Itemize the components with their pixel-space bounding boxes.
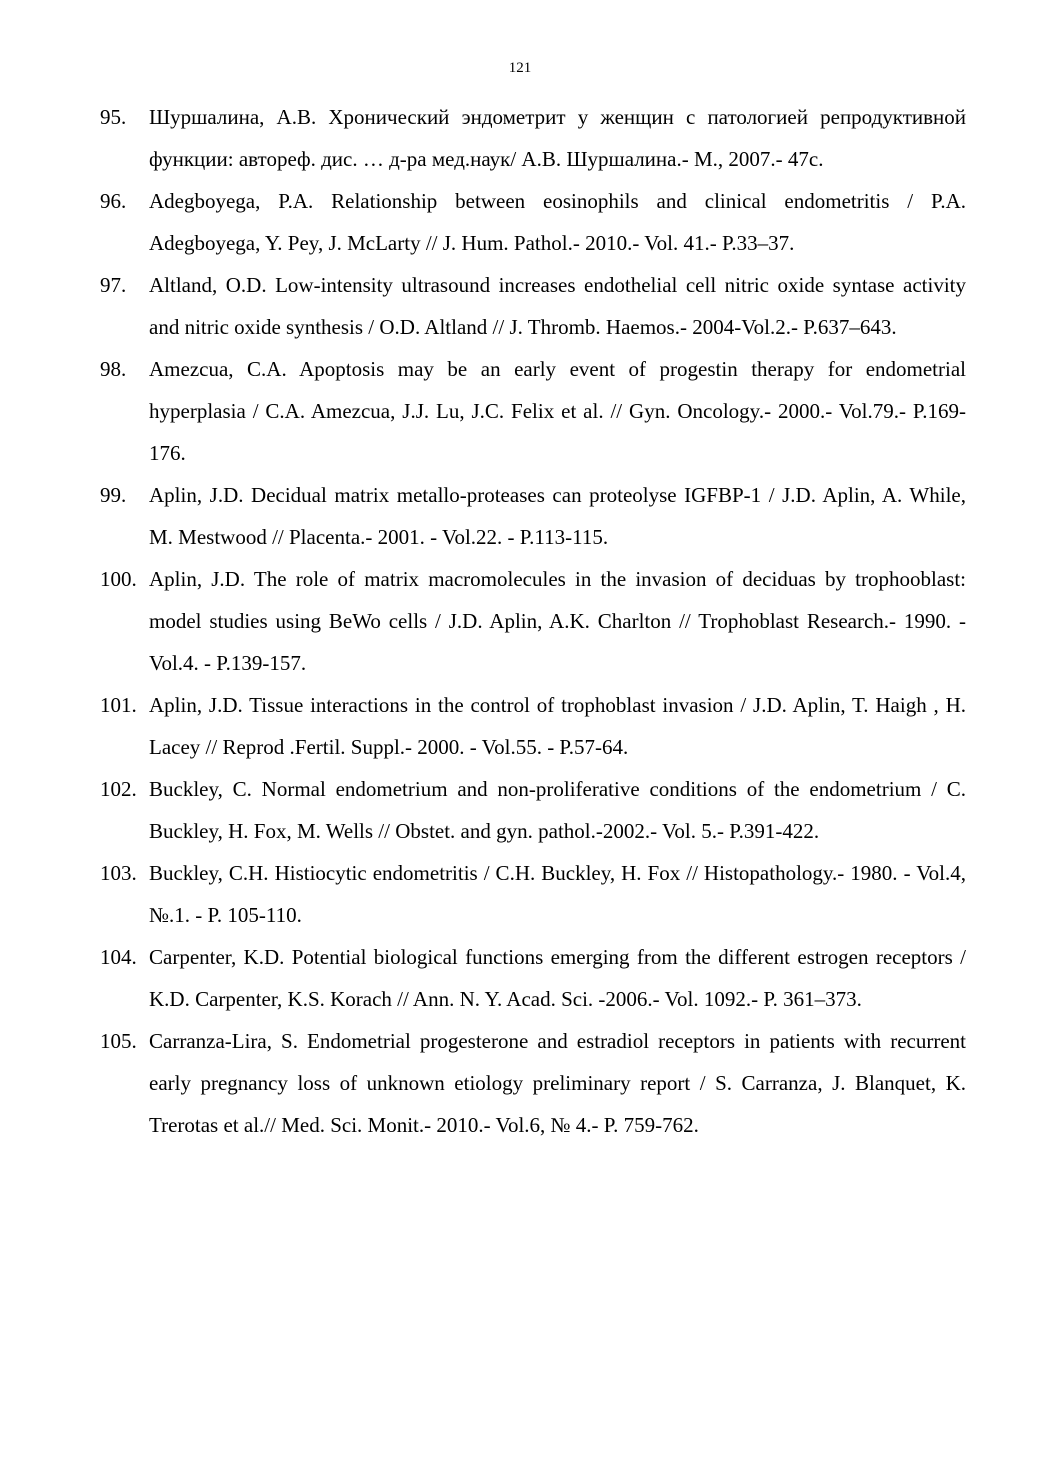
reference-text: Aplin, J.D. Tissue interactions in the control of trophoblast invasion / J.D. Aplin, T. Haigh , H. Lacey // Reprod .Fertil. Suppl.- 2000. - Vol.55. - P.57-64. [149, 693, 966, 759]
reference-text: Buckley, C.H. Histiocytic endometritis / C.H. Buckley, H. Fox // Histopathology.- 1980. - Vol.4, №.1. - P. 105-110. [149, 861, 966, 927]
reference-item [100, 348, 966, 474]
reference-text: Carpenter, K.D. Potential biological functions emerging from the different estrogen receptors / K.D. Carpenter, K.S. Korach // Ann. N. Y. Acad. Sci. -2006.- Vol. 1092.- P. 361–373. [149, 945, 966, 1011]
reference-number: 101. [100, 693, 137, 717]
reference-list [100, 96, 966, 1146]
reference-item [100, 768, 966, 852]
reference-text: Aplin, J.D. The role of matrix macromolecules in the invasion of deciduas by trophooblast: model studies using BeWo cells / J.D. Aplin, A.K. Charlton // Trophoblast Research.- 1990. - Vol.4. - P.139-157. [149, 567, 966, 675]
reference-text: Adegboyega, P.A. Relationship between eosinophils and clinical endometritis / P.A. Adegboyega, Y. Pey, J. McLarty // J. Hum. Pathol.- 2010.- Vol. 41.- P.33–37. [149, 189, 966, 255]
reference-item [100, 264, 966, 348]
reference-number: 95. [100, 105, 127, 129]
reference-number: 96. [100, 189, 127, 213]
reference-number: 105. [100, 1029, 137, 1053]
page-number: 121 [508, 60, 532, 76]
reference-item [100, 684, 966, 768]
reference-item [100, 474, 966, 558]
reference-number: 99. [100, 483, 127, 507]
reference-text: Altland, O.D. Low-intensity ultrasound increases endothelial cell nitric oxide syntase activity and nitric oxide synthesis / O.D. Altland // J. Thromb. Haemos.- 2004-Vol.2.- P.637–643. [149, 273, 966, 339]
reference-text: Amezcua, C.A. Apoptosis may be an early event of progestin therapy for endometrial hyperplasia / C.A. Amezcua, J.J. Lu, J.C. Felix et al. // Gyn. Oncology.- 2000.- Vol.79.- P.169-176. [149, 357, 966, 465]
reference-item [100, 96, 966, 180]
reference-number: 98. [100, 357, 127, 381]
reference-text: Carranza-Lira, S. Endometrial progesterone and estradiol receptors in patients with recurrent early pregnancy loss of unknown etiology preliminary report / S. Carranza, J. Blanquet, K. Trerotas et al.// Med. Sci. Monit.- 2010.- Vol.6, № 4.- P. 759-762. [149, 1029, 966, 1137]
reference-text: Шуршалина, А.В. Хронический эндометрит у женщин с патологией репродуктивной функции: автореф. дис. … д-ра мед.наук/ А.В. Шуршалина.- М., 2007.- 47с. [149, 105, 966, 171]
reference-text: Aplin, J.D. Decidual matrix metallo-proteases can proteolyse IGFBP-1 / J.D. Aplin, A. While, M. Mestwood // Placenta.- 2001. - Vol.22. - P.113-115. [149, 483, 966, 549]
reference-number: 102. [100, 777, 137, 801]
reference-number: 103. [100, 861, 137, 885]
reference-item [100, 558, 966, 684]
reference-number: 97. [100, 273, 127, 297]
reference-item [100, 936, 966, 1020]
reference-item [100, 1020, 966, 1146]
reference-number: 100. [100, 567, 137, 591]
reference-text: Buckley, C. Normal endometrium and non-proliferative conditions of the endometrium / C. Buckley, H. Fox, M. Wells // Obstet. and gyn. pathol.-2002.- Vol. 5.- P.391-422. [149, 777, 966, 843]
reference-number: 104. [100, 945, 137, 969]
reference-item [100, 180, 966, 264]
reference-item [100, 852, 966, 936]
